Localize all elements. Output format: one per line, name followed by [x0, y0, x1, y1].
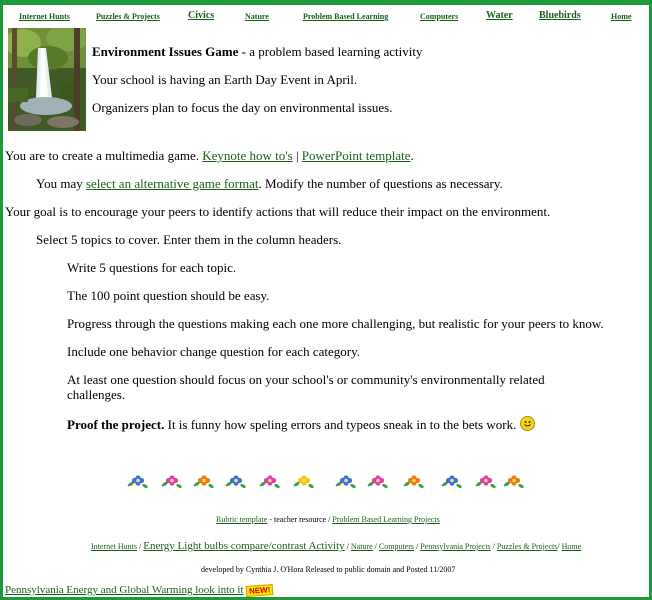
proof-line	[67, 416, 535, 433]
topics-text: Select 5 topics to cover. Enter them in the column headers.	[36, 232, 342, 247]
bottom-link-row	[5, 584, 274, 596]
separator: /	[414, 542, 421, 551]
title-rest: a problem based learning activity	[245, 44, 423, 59]
powerpoint-template-link[interactable]: PowerPoint template	[301, 148, 411, 163]
may-suffix: . Modify the number of questions as necessary.	[258, 176, 503, 191]
pbl-projects-link[interactable]: Problem Based Learning Projects	[332, 515, 440, 524]
nav-nature[interactable]: Nature	[245, 12, 269, 21]
nav-water[interactable]: Water	[486, 10, 513, 21]
proof-bold: Proof the project.	[67, 417, 165, 432]
flower-icon	[474, 470, 498, 492]
flower-icon	[126, 470, 150, 492]
nav-puzzles-projects[interactable]: Puzzles & Projects	[96, 12, 160, 21]
flower-icon	[440, 470, 464, 492]
waterfall-photo	[8, 28, 86, 131]
link-separator: |	[292, 148, 302, 163]
footer-rubric-row	[216, 515, 440, 524]
alternative-format-line	[36, 176, 503, 192]
instruction-item: The 100 point question should be easy.	[67, 288, 270, 303]
intro-line-3: Organizers plan to focus the day on environmental issues.	[92, 100, 393, 115]
instruction-item: Progress through the questions making each one more challenging, but realistic for your peers to know.	[67, 316, 604, 331]
instruction-item: Include one behavior change question for each category.	[67, 344, 360, 359]
nav-home[interactable]: Home	[611, 12, 632, 21]
credit-line: developed by Cynthia J. O'Hora Released to public domain and Posted 11/2007	[201, 565, 456, 574]
keynote-link[interactable]: Keynote how to's	[202, 148, 293, 163]
rubric-mid-text: - teacher resource /	[267, 515, 333, 524]
footer-pennsylvania-projects-link[interactable]: Pennsylvania Projects	[420, 542, 491, 551]
nav-civics[interactable]: Civics	[188, 10, 215, 21]
create-suffix: .	[410, 148, 414, 163]
footer-internet-hunts-link[interactable]: Internet Hunts	[91, 542, 137, 551]
left-green-border	[0, 0, 3, 600]
nav-computers[interactable]: Computers	[420, 12, 459, 21]
footer-puzzles-projects-link[interactable]: Puzzles & Projects	[496, 542, 558, 551]
flower-icon	[334, 470, 358, 492]
new-badge: NEW!	[246, 584, 274, 597]
separator: /	[137, 542, 144, 551]
flower-icon	[502, 470, 526, 492]
energy-light-bulbs-link[interactable]: Energy Light bulbs compare/contrast Activity	[143, 540, 345, 552]
separator: /	[557, 542, 562, 551]
goal-text: Your goal is to encourage your peers to identify actions that will reduce their impact on the environment.	[5, 204, 551, 219]
alternative-game-format-link[interactable]: select an alternative game format	[85, 176, 259, 191]
separator: /	[372, 542, 379, 551]
smiley-icon	[520, 416, 535, 431]
nav-internet-hunts[interactable]: Internet Hunts	[19, 12, 70, 21]
top-green-border	[0, 0, 652, 5]
intro-line-2: Your school is having an Earth Day Event in April.	[92, 72, 358, 87]
rubric-template-link[interactable]: Rubric template	[216, 515, 268, 524]
flower-divider	[126, 470, 526, 492]
flower-icon	[224, 470, 248, 492]
nav-bluebirds[interactable]: Bluebirds	[539, 10, 581, 21]
separator: /	[344, 542, 351, 551]
may-prefix: You may	[36, 176, 86, 191]
flower-icon	[258, 470, 282, 492]
flower-icon	[402, 470, 426, 492]
flower-icon	[366, 470, 390, 492]
proof-rest: It is funny how speling errors and typeos sneak in to the bets work.	[164, 417, 517, 432]
title-bold: Environment Issues Game -	[92, 44, 246, 59]
flower-icon	[160, 470, 184, 492]
flower-icon	[292, 470, 316, 492]
footer-computers-link[interactable]: Computers	[378, 542, 414, 551]
flower-icon	[192, 470, 216, 492]
instruction-item: Write 5 questions for each topic.	[67, 260, 237, 275]
nav-problem-based-learning[interactable]: Problem Based Learning	[303, 12, 389, 21]
footer-links-row	[91, 540, 581, 552]
create-instructions	[5, 148, 414, 164]
intro-title	[92, 44, 423, 60]
pennsylvania-energy-link[interactable]: Pennsylvania Energy and Global Warming look into it	[5, 584, 244, 596]
create-prefix: You are to create a multimedia game.	[5, 148, 203, 163]
instruction-item: At least one question should focus on your school's or community's environmentally related challenges.	[67, 372, 545, 402]
separator: /	[490, 542, 497, 551]
footer-nature-link[interactable]: Nature	[350, 542, 373, 551]
footer-home-link[interactable]: Home	[561, 542, 582, 551]
top-navigation	[0, 8, 652, 26]
